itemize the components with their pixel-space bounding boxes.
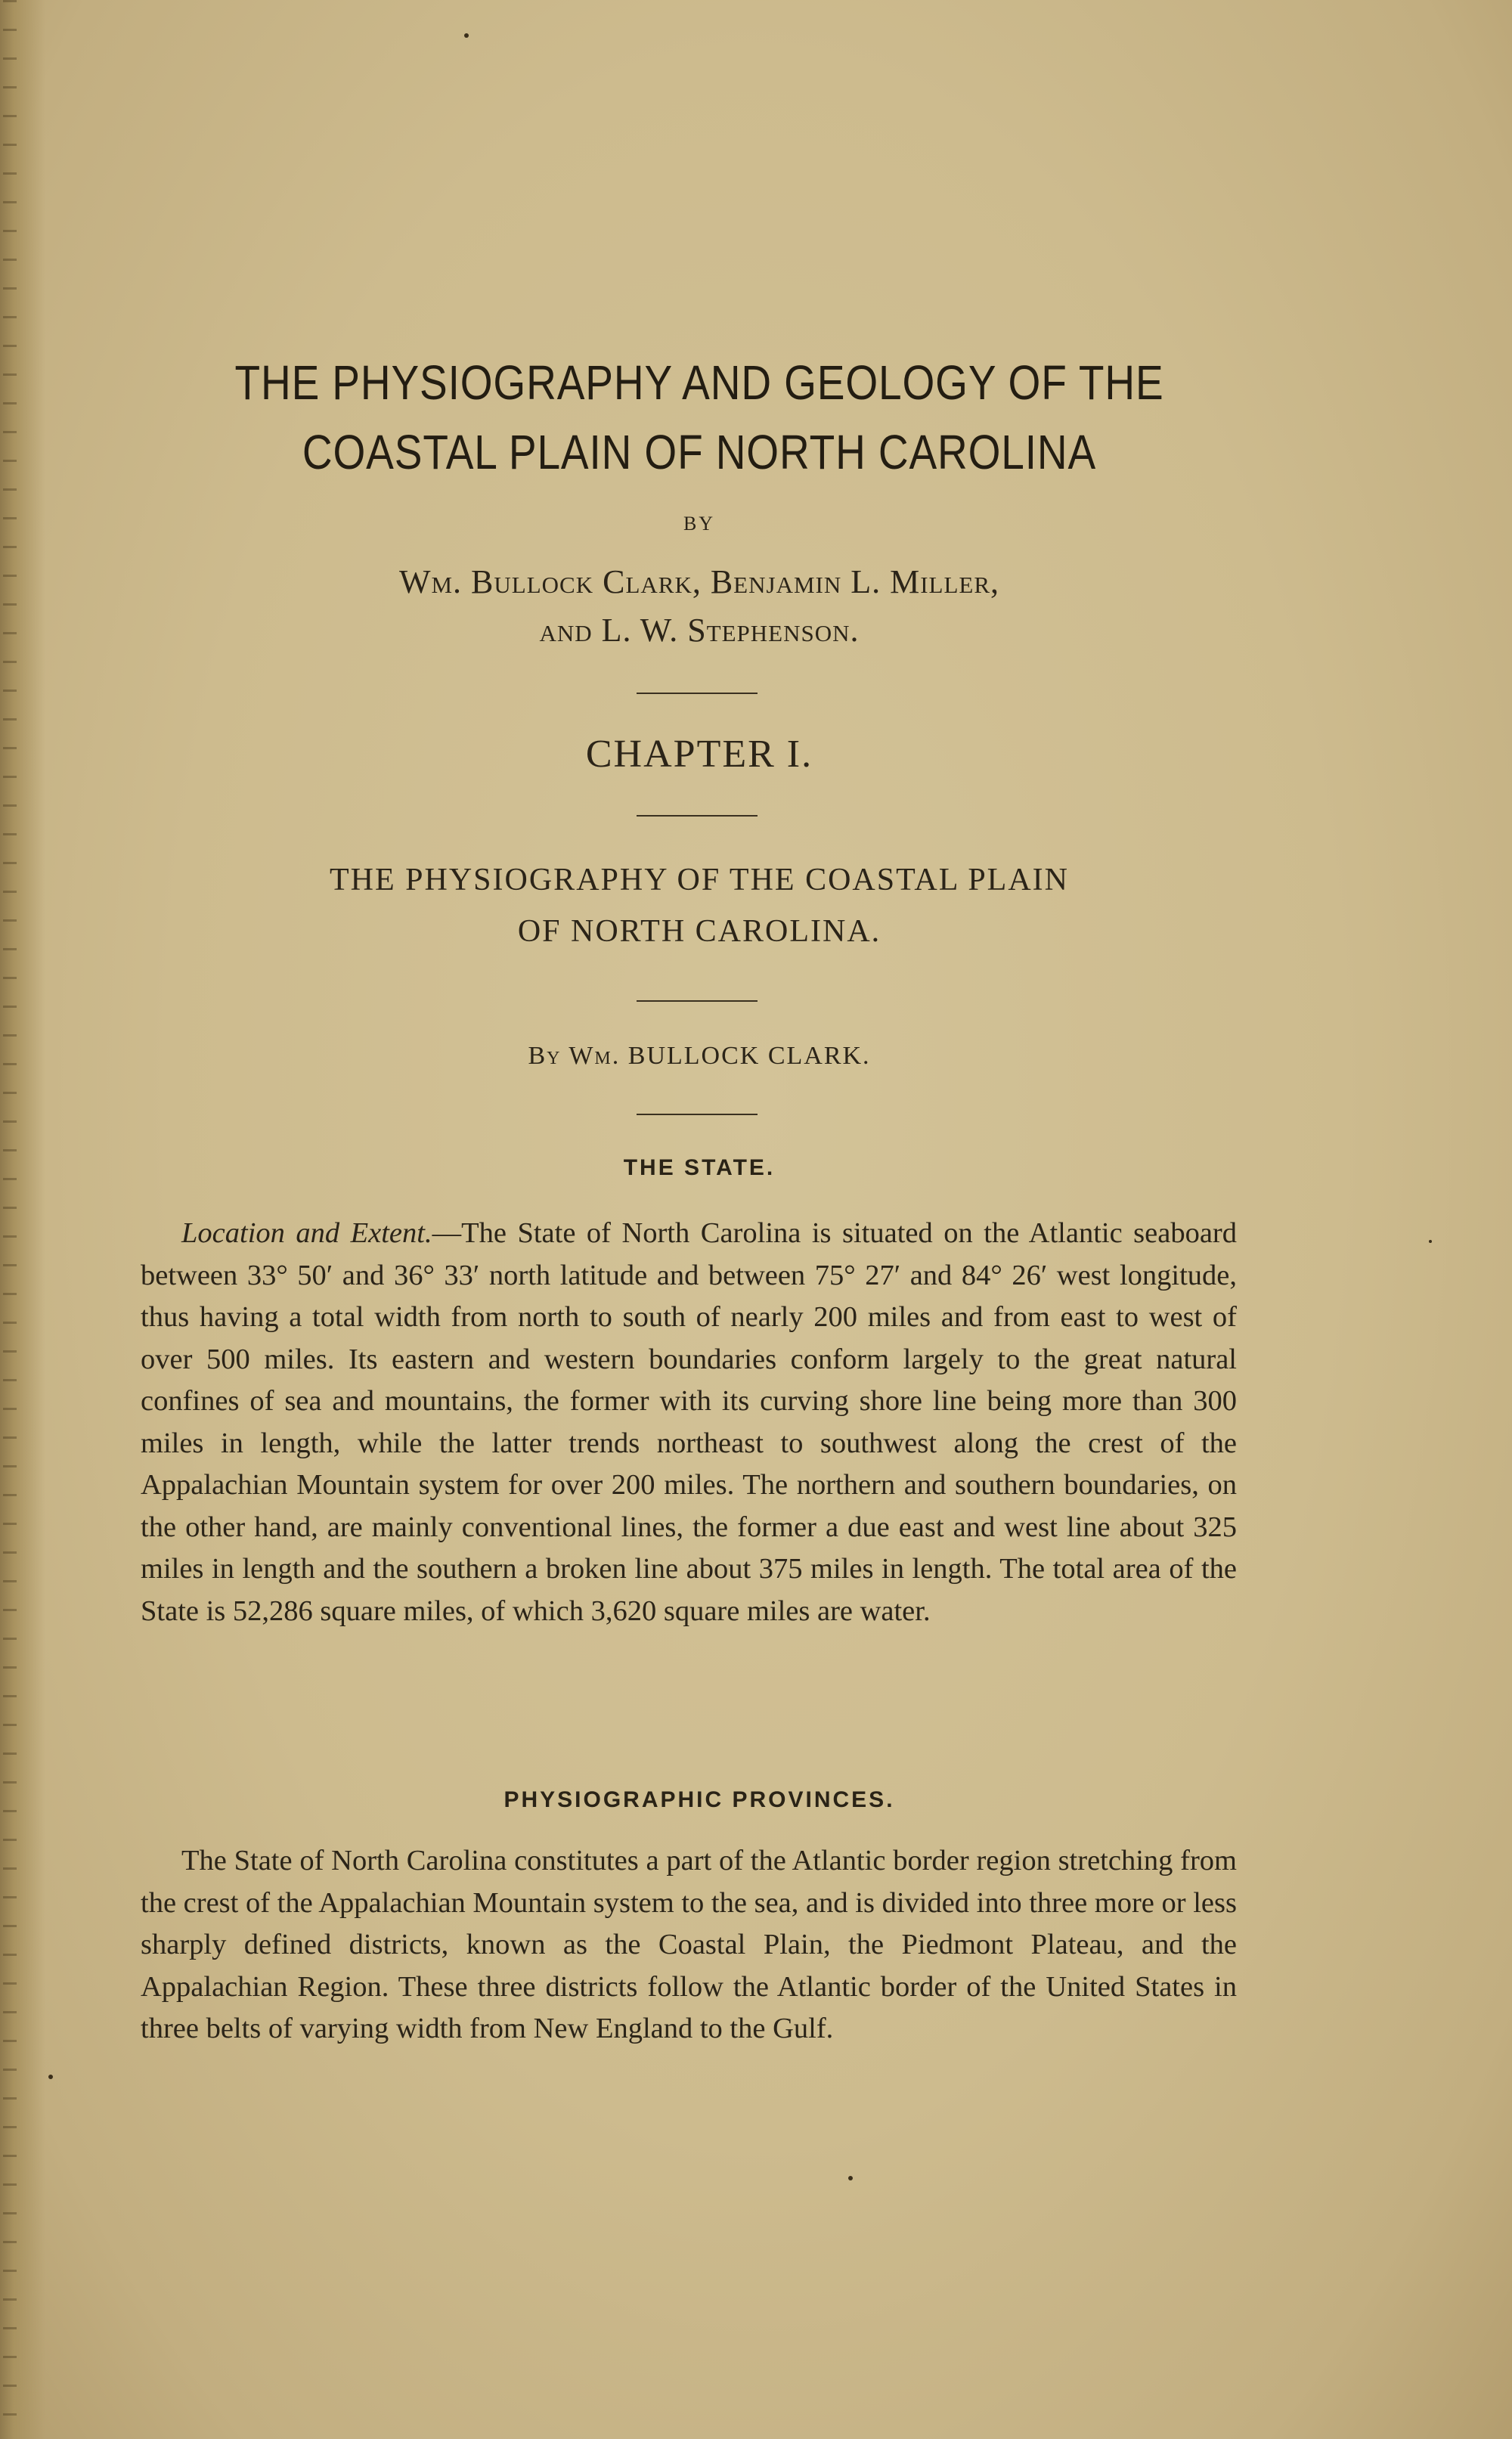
authors <box>0 558 1399 655</box>
paragraph-text: The State of North Carolina constitutes a part of the Atlantic border region stretching from the crest of the Appalachian Mountain system to the sea, and is divided into three more or less sharply defined districts, known as the Coastal Plain, the Piedmont Plateau, and the Appalachian Region. These three districts follow the Atlantic border of the United States in three belts of varying width from New England to the Gulf. <box>141 1845 1237 2044</box>
document-title <box>98 348 1301 487</box>
chapter-title-line-1: THE PHYSIOGRAPHY OF THE COASTAL PLAIN <box>330 863 1069 897</box>
paper-speck <box>1429 1240 1432 1243</box>
chapter-title-line-2: OF NORTH CAROLINA. <box>517 914 881 949</box>
divider-rule <box>637 1000 758 1002</box>
paper-speck <box>464 33 469 38</box>
divider-rule <box>637 815 758 817</box>
binding-marks <box>3 0 17 2439</box>
authors-line-2: and L. W. Stephenson. <box>539 612 860 649</box>
divider-rule <box>637 693 758 694</box>
paragraph-physiographic-provinces <box>141 1840 1237 2050</box>
chapter-title <box>0 854 1399 957</box>
by-label: BY <box>683 513 716 535</box>
authors-line-1: Wm. Bullock Clark, Benjamin L. Miller, <box>398 563 1000 600</box>
paragraph-text: —The State of North Carolina is situated on the Atlantic seaboard between 33° 50′ and 36° 33′ north latitude and between 75° 27′ and 84° 26′ west longitude, thus having a total width from north to south of nearly 200 miles and from east to west of over 500 miles. Its eastern and western boundaries conform largely to the great natural confines of sea and mountains, the former with its curving shore line being more than 300 miles in length, while the latter trends northeast to southwest along the crest of the Appalachian Mountain system for over 200 miles. The northern and southern boundaries, on the other hand, are mainly conventional lines, the former a due east and west line about 325 miles in length and the southern a broken line about 375 miles in length. The total area of the State is 52,286 square miles, of which 3,620 square miles are water. <box>141 1217 1237 1627</box>
section-heading-physiographic-provinces: PHYSIOGRAPHIC PROVINCES. <box>503 1787 895 1812</box>
paper-speck <box>48 2075 53 2079</box>
section-heading-the-state: THE STATE. <box>623 1155 776 1180</box>
title-line-1: THE PHYSIOGRAPHY AND GEOLOGY OF THE <box>234 355 1164 410</box>
divider-rule <box>637 1114 758 1115</box>
paragraph-lead: Location and Extent. <box>181 1217 432 1249</box>
paper-speck <box>848 2176 853 2180</box>
chapter-heading: CHAPTER I. <box>585 733 813 776</box>
chapter-byline: By Wm. BULLOCK CLARK. <box>528 1042 871 1070</box>
paragraph-location-and-extent <box>141 1213 1237 1632</box>
title-line-2: COASTAL PLAIN OF NORTH CAROLINA <box>302 425 1097 479</box>
